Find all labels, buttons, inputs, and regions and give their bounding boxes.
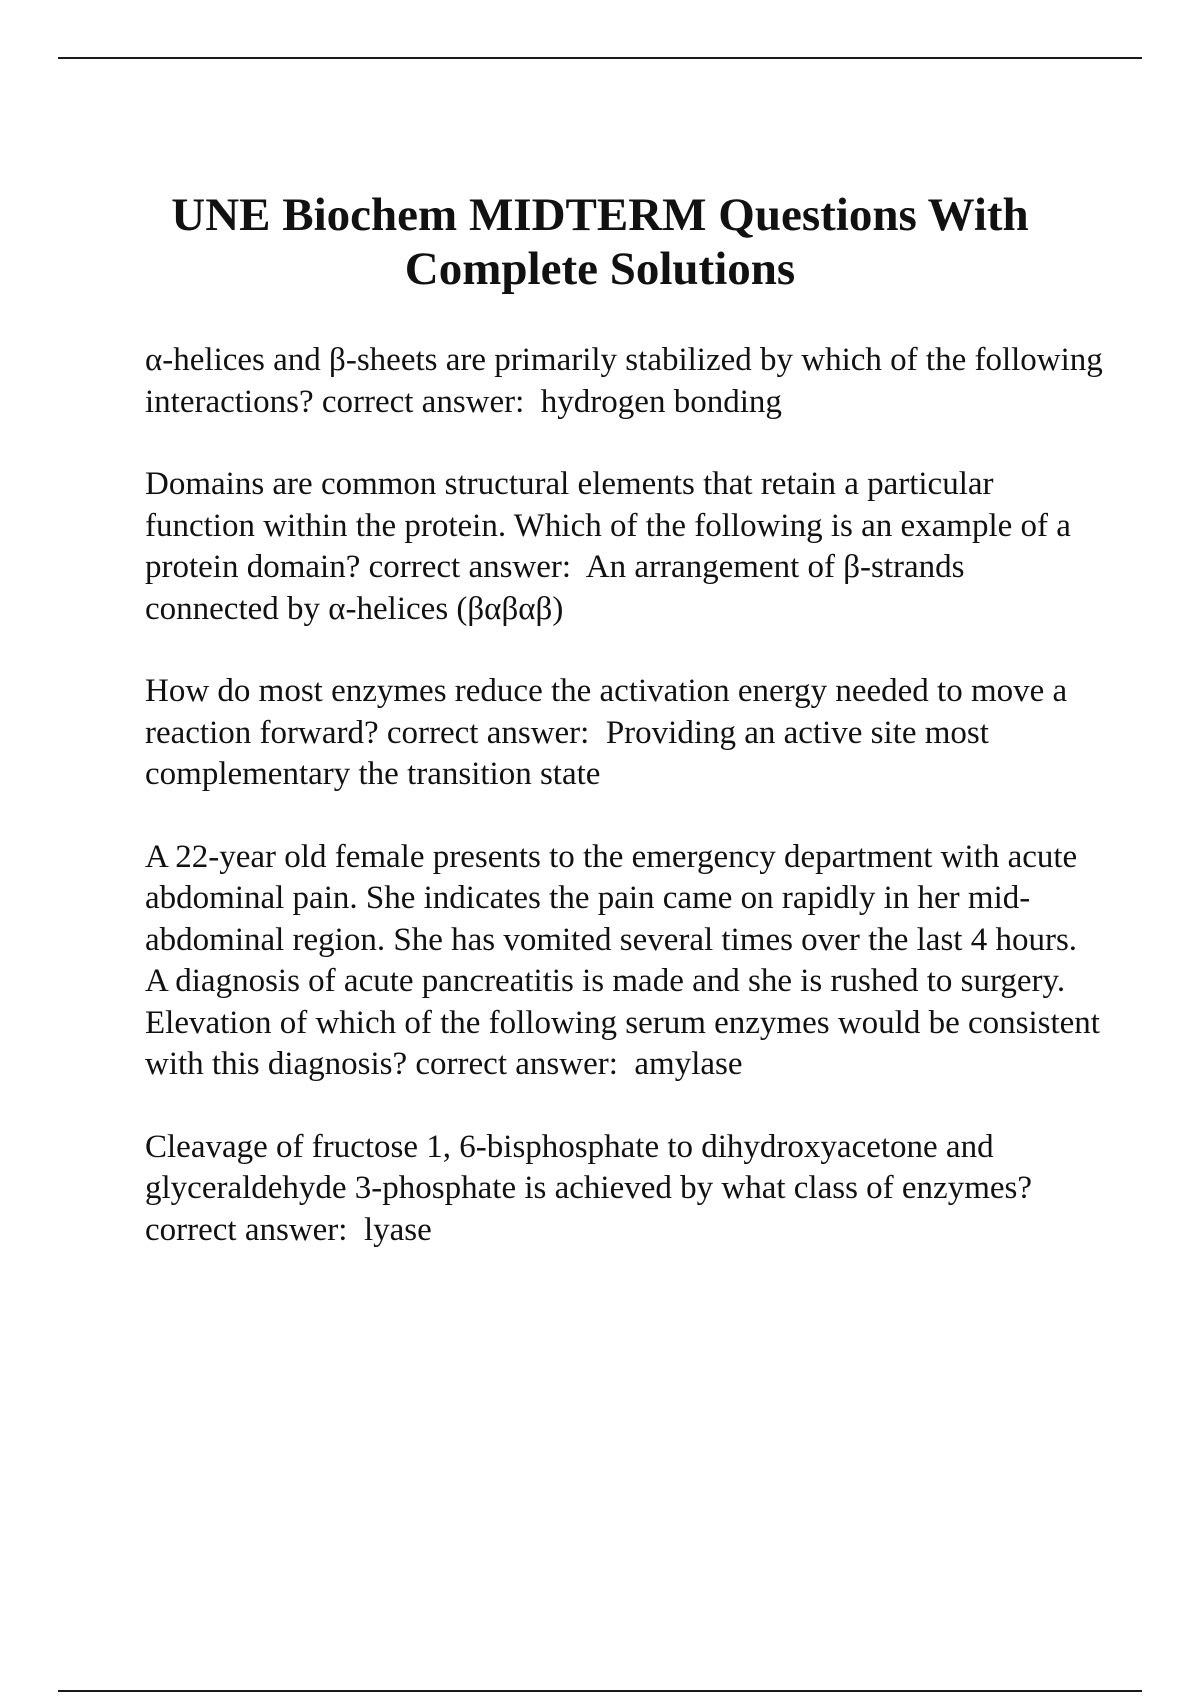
question-item-1: α-helices and β-sheets are primarily stabilized by which of the following interactions? correct answer: hydrogen bonding (145, 342, 1112, 420)
page-title-line-1: UNE Biochem MIDTERM Questions With (171, 189, 1029, 241)
page-title-line-2: Complete Solutions (404, 243, 796, 295)
question-item-3: How do most enzymes reduce the activation energy needed to move a reaction forward? correct answer: Providing an active site most complementary the transition state (145, 673, 1076, 792)
question-item-5: Cleavage of fructose 1, 6-bisphosphate to dihydroxyacetone and glyceraldehyde 3-phosphate is achieved by what class of enzymes? correct answer: lyase (145, 1128, 1041, 1248)
top-rule (58, 57, 1142, 59)
question-item-2: Domains are common structural elements that retain a particular function within the protein. Which of the following is an example of a protein domain? correct answer: An arrangement of β-strands connected by α-helices (βαβαβ) (145, 466, 1080, 627)
question-list (145, 340, 1112, 1292)
question-item-4: A 22-year old female presents to the emergency department with acute abdominal pain. She indicates the pain came on rapidly in her mid-abdominal region. She has vomited several times over the last 4 hours. A diagnosis of acute pancreatitis is made and she is rushed to surgery. Elevation of which of the following serum enzymes would be consistent with this diagnosis? correct answer: amylase (145, 838, 1109, 1082)
bottom-rule (58, 1690, 1142, 1692)
page-title (100, 188, 1100, 296)
